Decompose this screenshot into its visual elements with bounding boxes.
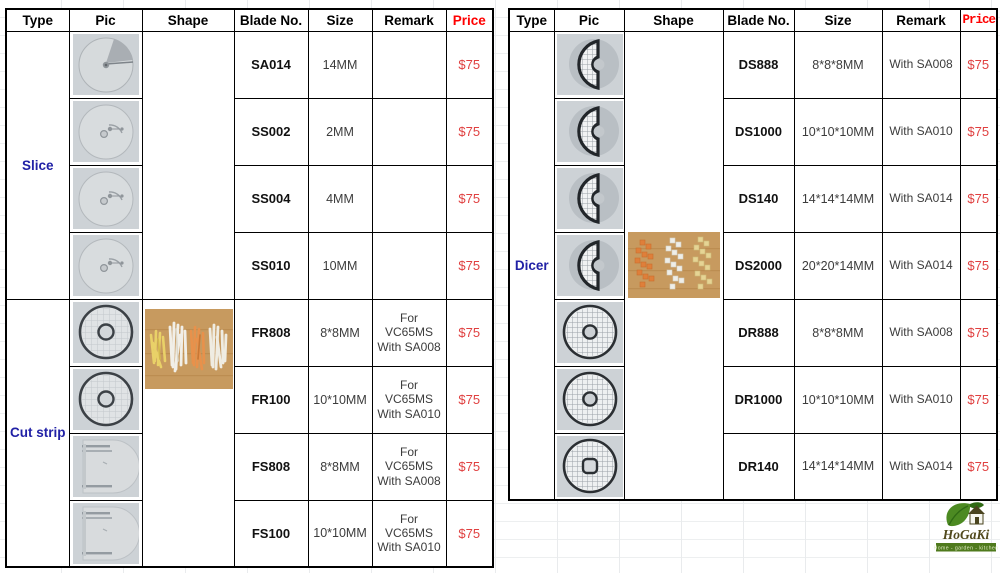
size-cell: 10MM: [308, 232, 372, 299]
ring-grid-dice-disc-icon: [557, 369, 623, 430]
col-header-price: Price: [446, 9, 493, 31]
table-row: [6, 299, 493, 366]
d-grid-disc-icon: [557, 101, 623, 162]
table-row: [6, 366, 493, 433]
type-group-dicer: Dicer: [509, 31, 554, 500]
col-header-remark: Remark: [882, 9, 960, 31]
size-cell: 8*8*8MM: [794, 31, 882, 98]
col-header-blade: Blade No.: [234, 9, 308, 31]
blade-no-cell: DR888: [723, 299, 794, 366]
size-cell: 8*8MM: [308, 299, 372, 366]
price-cell: $75: [446, 433, 493, 500]
table-row: [509, 366, 997, 433]
blade-no-cell: DS140: [723, 165, 794, 232]
slice-cutstrip-table: [5, 8, 494, 568]
pic-cell: [554, 299, 624, 366]
blade-no-cell: SA014: [234, 31, 308, 98]
logo-tagline: Home - garden - kitchen: [934, 545, 998, 552]
d-grid-disc-icon: [557, 34, 623, 95]
size-cell: 2MM: [308, 98, 372, 165]
pic-cell: [554, 366, 624, 433]
type-group-cutstrip: Cut strip: [6, 299, 69, 567]
size-cell: 14*14*14MM: [794, 433, 882, 500]
remark-cell: With SA010: [882, 98, 960, 165]
house-icon: [968, 506, 985, 525]
blade-no-cell: DR140: [723, 433, 794, 500]
remark-cell: For VC65MS With SA008: [372, 299, 446, 366]
price-cell: $75: [446, 299, 493, 366]
pic-cell: [69, 31, 142, 98]
hogaki-logo-graphic: [934, 497, 998, 561]
price-cell: $75: [960, 433, 997, 500]
blade-no-cell: FR808: [234, 299, 308, 366]
slice-wedge-disc-icon: [73, 34, 139, 95]
ring-grid-dice-disc-icon: [557, 302, 623, 363]
price-cell: $75: [446, 165, 493, 232]
size-cell: 10*10*10MM: [794, 98, 882, 165]
shape-cell-empty: [142, 31, 234, 299]
remark-cell: For VC65MS With SA010: [372, 500, 446, 567]
remark-cell: [372, 98, 446, 165]
ring-grid-disc-icon: [73, 302, 139, 363]
blade-no-cell: SS010: [234, 232, 308, 299]
col-header-size: Size: [794, 9, 882, 31]
table-row: [6, 98, 493, 165]
pic-cell: [554, 31, 624, 98]
ring-grid-disc-icon: [73, 369, 139, 430]
table-row: [6, 500, 493, 567]
col-header-size: Size: [308, 9, 372, 31]
left-table-header-row: [6, 9, 493, 31]
blade-no-cell: DS1000: [723, 98, 794, 165]
square-grid-dice-disc-icon: [557, 436, 623, 497]
table-row: [6, 31, 493, 98]
table-row: [509, 299, 997, 366]
size-cell: 4MM: [308, 165, 372, 232]
price-cell: $75: [960, 366, 997, 433]
table-row: [6, 165, 493, 232]
d-grid-disc-icon: [557, 235, 623, 296]
blade-no-cell: DS2000: [723, 232, 794, 299]
blade-no-cell: SS004: [234, 165, 308, 232]
type-group-slice: Slice: [6, 31, 69, 299]
cut-strip-vegetables-photo: [145, 309, 233, 389]
table-row: [509, 433, 997, 500]
blade-no-cell: FS100: [234, 500, 308, 567]
shape-cell: [624, 31, 723, 500]
size-cell: 20*20*14MM: [794, 232, 882, 299]
blade-no-cell: DS888: [723, 31, 794, 98]
pic-cell: [69, 98, 142, 165]
blade-no-cell: DR1000: [723, 366, 794, 433]
col-header-price: Price: [960, 9, 997, 31]
remark-cell: [372, 31, 446, 98]
col-header-shape: Shape: [142, 9, 234, 31]
hogaki-logo: [934, 497, 998, 561]
remark-cell: With SA010: [882, 366, 960, 433]
blade-no-cell: FR100: [234, 366, 308, 433]
dicer-table: [508, 8, 998, 501]
remark-cell: With SA014: [882, 165, 960, 232]
right-table-header-row: [509, 9, 997, 31]
blade-no-cell: SS002: [234, 98, 308, 165]
price-cell: $75: [446, 98, 493, 165]
col-header-type: Type: [509, 9, 554, 31]
table-row: [509, 98, 997, 165]
comb-strip-disc-icon: [73, 436, 139, 497]
col-header-pic: Pic: [69, 9, 142, 31]
price-cell: $75: [960, 31, 997, 98]
col-header-pic: Pic: [554, 9, 624, 31]
price-cell: $75: [960, 232, 997, 299]
remark-cell: [372, 165, 446, 232]
remark-cell: For VC65MS With SA008: [372, 433, 446, 500]
price-cell: $75: [960, 98, 997, 165]
price-cell: $75: [960, 299, 997, 366]
shape-cell: [142, 299, 234, 567]
pic-cell: [69, 299, 142, 366]
blade-no-cell: FS808: [234, 433, 308, 500]
col-header-shape: Shape: [624, 9, 723, 31]
size-cell: 14MM: [308, 31, 372, 98]
size-cell: 10*10MM: [308, 500, 372, 567]
price-cell: $75: [446, 31, 493, 98]
pic-cell: [69, 232, 142, 299]
remark-cell: With SA008: [882, 299, 960, 366]
comb-strip-disc-icon: [73, 503, 139, 564]
table-row: [509, 165, 997, 232]
col-header-type: Type: [6, 9, 69, 31]
size-cell: 10*10*10MM: [794, 366, 882, 433]
adjustable-slice-disc-icon: [73, 101, 139, 162]
adjustable-slice-disc-icon: [73, 235, 139, 296]
logo-wordmark: HoGaKi: [942, 527, 990, 542]
remark-cell: [372, 232, 446, 299]
price-cell: $75: [960, 165, 997, 232]
price-cell: $75: [446, 366, 493, 433]
col-header-remark: Remark: [372, 9, 446, 31]
table-row: [509, 232, 997, 299]
remark-cell: With SA008: [882, 31, 960, 98]
pic-cell: [554, 165, 624, 232]
col-header-blade: Blade No.: [723, 9, 794, 31]
price-cell: $75: [446, 232, 493, 299]
pic-cell: [69, 366, 142, 433]
remark-cell: For VC65MS With SA010: [372, 366, 446, 433]
size-cell: 10*10MM: [308, 366, 372, 433]
pic-cell: [69, 500, 142, 567]
size-cell: 8*8*8MM: [794, 299, 882, 366]
table-row: [509, 31, 997, 98]
remark-cell: With SA014: [882, 232, 960, 299]
adjustable-slice-disc-icon: [73, 168, 139, 229]
table-row: [6, 232, 493, 299]
pic-cell: [69, 433, 142, 500]
price-cell: $75: [446, 500, 493, 567]
pic-cell: [554, 98, 624, 165]
diced-vegetables-photo: [628, 232, 720, 298]
table-row: [6, 433, 493, 500]
d-grid-disc-icon: [557, 168, 623, 229]
pic-cell: [554, 232, 624, 299]
size-cell: 14*14*14MM: [794, 165, 882, 232]
remark-cell: With SA014: [882, 433, 960, 500]
pic-cell: [69, 165, 142, 232]
size-cell: 8*8MM: [308, 433, 372, 500]
pic-cell: [554, 433, 624, 500]
